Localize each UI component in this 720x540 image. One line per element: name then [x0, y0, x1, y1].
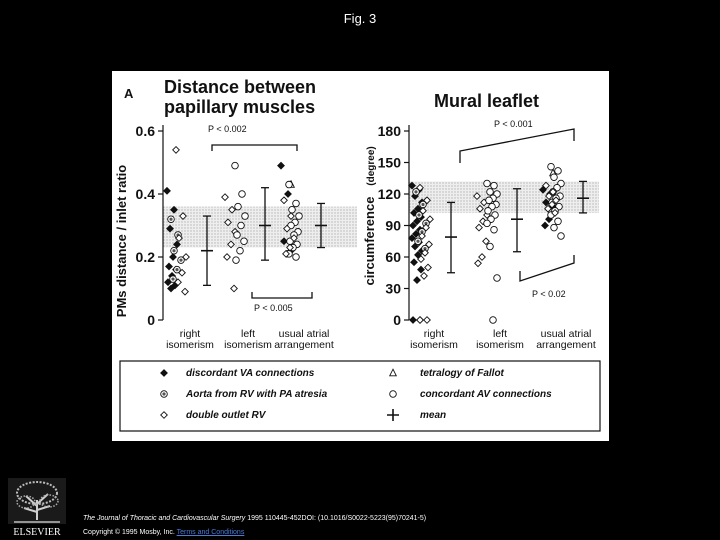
open-circle-point [558, 233, 565, 240]
open-circle-point [286, 181, 293, 188]
open-circle-point [238, 222, 245, 229]
filled-diamond-point [542, 222, 549, 229]
elsevier-logo [4, 476, 70, 540]
x-category-label: usual atrial [278, 328, 330, 340]
p-value-label: P < 0.02 [532, 289, 566, 299]
plus-legend-marker [387, 409, 399, 421]
open-diamond-point [425, 264, 432, 271]
open-circle-point [491, 182, 498, 189]
open-circle-point [490, 317, 497, 324]
x-category-label: left [240, 328, 256, 340]
open-circle-point [555, 218, 562, 225]
legend-item [161, 410, 267, 421]
open-diamond-point [182, 288, 189, 295]
open-circle-point [484, 180, 491, 187]
y-axis-label: PMs distance / inlet ratio [114, 164, 129, 318]
open-circle-point [487, 189, 494, 196]
y-tick-label: 60 [385, 249, 401, 265]
open-circle-point [242, 213, 249, 220]
p-value-label: P < 0.005 [254, 303, 293, 313]
y-tick-label: 0.2 [135, 249, 155, 265]
open-diamond-point [222, 194, 229, 201]
dotted-circle-legend-marker [161, 391, 168, 398]
legend-label: discordant VA connections [186, 368, 315, 379]
y-tick-label: 90 [385, 217, 401, 234]
y-tick-label: 30 [385, 280, 401, 297]
y-axis-label: circumference [362, 196, 377, 286]
open-circle-point [239, 191, 246, 198]
legend-item [390, 389, 552, 400]
figure-svg [112, 71, 609, 441]
legend-label: Aorta from RV with PA atresia [186, 389, 328, 400]
filled-diamond-point [166, 263, 173, 270]
open-circle-point [234, 232, 241, 239]
filled-diamond-point [170, 254, 177, 261]
y-tick-label: 150 [377, 154, 401, 171]
panel-b [362, 91, 599, 351]
panel-label: A [124, 86, 134, 101]
open-circle-point [241, 238, 248, 245]
open-diamond-point [173, 147, 180, 154]
open-circle-point [293, 200, 300, 207]
open-circle-point [485, 208, 492, 215]
open-circle-legend-marker [390, 391, 397, 398]
y-tick-label: 120 [377, 186, 401, 202]
mean-errorbar [445, 202, 457, 272]
filled-diamond-point [411, 259, 418, 266]
open-diamond-point [475, 260, 482, 267]
open-diamond-point [476, 224, 483, 231]
chart-title-line: papillary muscles [164, 97, 316, 117]
y-tick-label: 0.6 [135, 123, 155, 139]
open-diamond-legend-marker [161, 412, 168, 419]
x-category-label: isomerism [410, 339, 458, 351]
terms-link[interactable]: Terms and Conditions [176, 529, 245, 536]
copyright [83, 529, 244, 536]
filled-diamond-point [418, 266, 425, 273]
open-circle-point [494, 275, 501, 282]
dotted-circle-point [415, 238, 422, 245]
legend-item [161, 389, 328, 400]
x-category-label: isomerism [166, 339, 214, 351]
p-value-label: P < 0.002 [208, 124, 247, 134]
open-diamond-point [417, 317, 424, 324]
filled-diamond-point [285, 191, 292, 198]
open-diamond-point [421, 273, 428, 280]
open-circle-point [293, 254, 300, 261]
copyright-text: Copyright © 1995 Mosby, Inc. [83, 529, 177, 536]
legend [120, 361, 600, 431]
x-category-label: right [179, 328, 201, 340]
open-diamond-point [224, 254, 231, 261]
citation [83, 515, 426, 522]
open-circle-point [233, 257, 240, 264]
significance-bracket [460, 129, 574, 163]
figure-panel [112, 71, 609, 441]
y-axis-unit: (degree) [366, 146, 377, 186]
figure-title: Fig. 3 [343, 11, 377, 26]
filled-diamond-point [414, 277, 421, 284]
chart-title: Mural leaflet [434, 91, 540, 111]
open-circle-point [484, 220, 491, 227]
panel-a [114, 77, 357, 351]
x-category-label: usual atrial [540, 328, 592, 340]
legend-item [390, 368, 505, 379]
legend-label: tetralogy of Fallot [420, 368, 504, 379]
legend-label: double outlet RV [186, 410, 266, 421]
open-circle-point [296, 213, 303, 220]
open-circle-point [289, 206, 296, 213]
dotted-circle-point [168, 216, 175, 223]
chart-title-line: Distance between [164, 77, 317, 97]
dotted-circle-point [171, 247, 178, 254]
y-tick-label: 0.4 [135, 186, 155, 202]
significance-bracket [212, 145, 297, 151]
open-circle-point [235, 203, 242, 210]
filled-diamond-legend-marker [161, 370, 168, 377]
legend-item [161, 368, 315, 379]
open-circle-point [551, 174, 558, 181]
p-value-label: P < 0.001 [494, 119, 533, 129]
open-circle-point [237, 247, 244, 254]
open-circle-point [487, 243, 494, 250]
open-circle-point [555, 168, 562, 175]
x-category-label: arrangement [274, 339, 334, 351]
x-category-label: left [492, 328, 508, 340]
open-diamond-point [479, 254, 486, 261]
x-category-label: isomerism [476, 339, 524, 351]
open-circle-point [486, 197, 493, 204]
normal-range-band [163, 207, 357, 248]
filled-diamond-point [410, 317, 417, 324]
y-tick-label: 180 [377, 123, 401, 139]
x-category-label: right [423, 328, 445, 340]
legend-item [387, 409, 446, 421]
legend-label: concordant AV connections [420, 389, 552, 400]
filled-diamond-point [164, 188, 171, 195]
significance-bracket [520, 255, 574, 281]
y-tick-label: 0 [147, 312, 155, 328]
x-category-label: isomerism [224, 339, 272, 351]
open-circle-point [548, 163, 555, 170]
logo-text: ELSEVIER [13, 527, 61, 538]
citation-details: 1995 110445-452DOI: (10.1016/S0022-5223(95)70241-5) [245, 515, 427, 522]
x-category-label: arrangement [536, 339, 596, 351]
open-diamond-point [231, 285, 238, 292]
significance-bracket [252, 292, 312, 298]
normal-range-band [409, 181, 599, 213]
open-diamond-point [424, 317, 431, 324]
journal-name: The Journal of Thoracic and Cardiovascular Surgery [83, 515, 246, 522]
open-circle-point [551, 224, 558, 231]
open-triangle-legend-marker [390, 369, 397, 376]
filled-diamond-point [278, 162, 285, 169]
open-diamond-point [281, 197, 288, 204]
open-circle-point [491, 226, 498, 233]
y-tick-label: 0 [393, 312, 401, 328]
legend-label: mean [420, 410, 447, 421]
open-circle-point [232, 162, 239, 169]
